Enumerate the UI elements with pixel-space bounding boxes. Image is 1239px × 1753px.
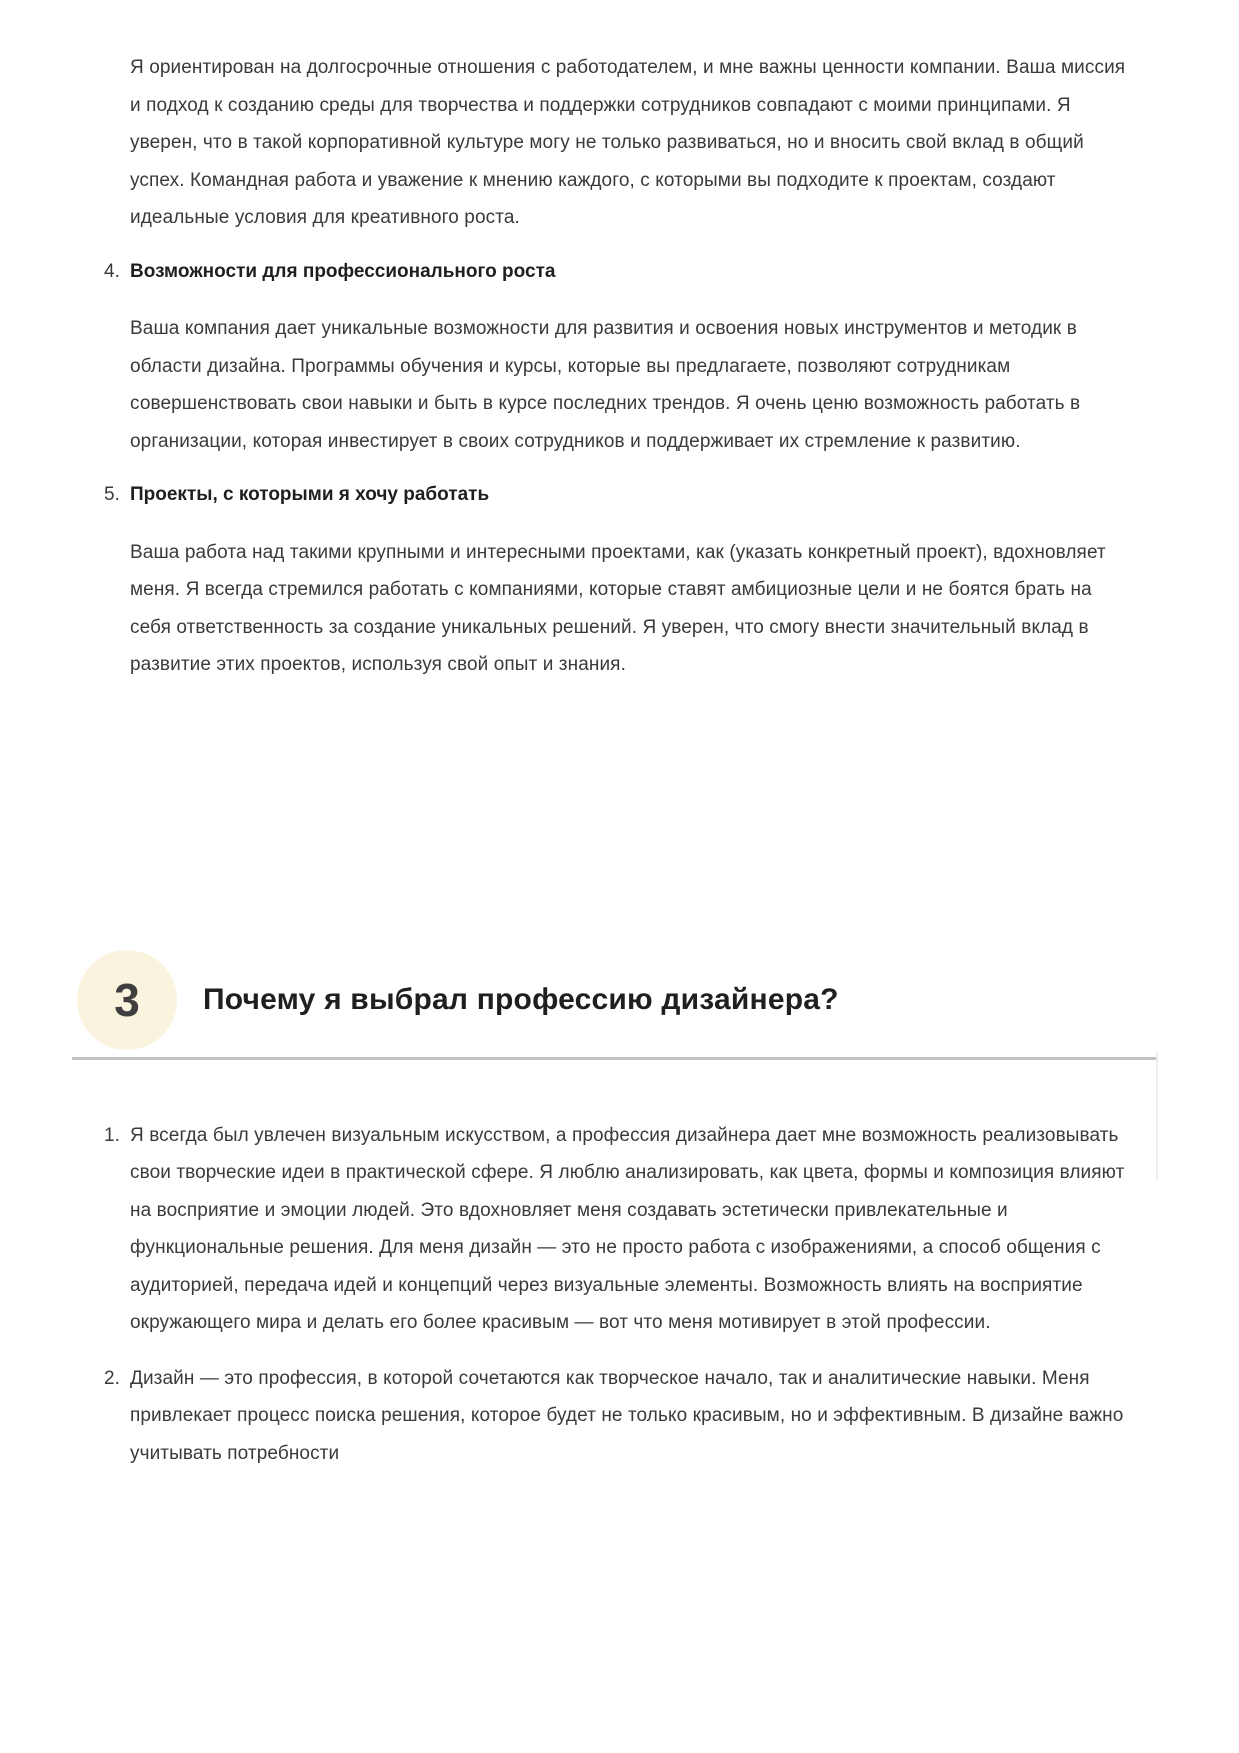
section-title: Почему я выбрал профессию дизайнера? bbox=[203, 982, 839, 1016]
list-item-5-heading bbox=[104, 476, 1135, 514]
list-number-1: 1. bbox=[104, 1124, 120, 1146]
list-item-2 bbox=[104, 1360, 1135, 1473]
section-number-badge: 3 bbox=[77, 950, 177, 1050]
lower-numbered-list bbox=[104, 1117, 1135, 1473]
list-item-4-title: Возможности для профессионального роста bbox=[130, 260, 556, 282]
list-item-4-body: Ваша компания дает уникальные возможности для развития и освоения новых инструментов и методик в области дизайна. Программы обучения и курсы, которые вы предлагаете, позволяют сотрудникам совершенствовать свои навыки и быть в курсе последних трендов. Я очень ценю возможность работать в организации, которая инвестирует в своих сотрудников и поддерживает их стремление к развитию. bbox=[130, 318, 1081, 452]
list-item-1 bbox=[104, 1117, 1135, 1342]
list-item-2-body: Дизайн — это профессия, в которой сочетаются как творческое начало, так и аналитические навыки. Меня привлекает процесс поиска решения, которое будет не только красивым, но и эффективным. В дизайне важно учитывать потребности bbox=[130, 1367, 1124, 1464]
section-header bbox=[77, 950, 1135, 1050]
list-item-5-title: Проекты, с которыми я хочу работать bbox=[130, 484, 490, 505]
page-edge-line bbox=[1156, 1052, 1158, 1180]
list-item-5-body: Ваша работа над такими крупными и интересными проектами, как (указать конкретный проект), вдохновляет меня. Я всегда стремился работать с компаниями, которые ставят амбициозные цели и не боятся брать на себя ответственность за создание уникальных решений. Я уверен, что смогу внести значительный вклад в развитие этих проектов, используя свой опыт и знания. bbox=[130, 541, 1106, 675]
list-number-2: 2. bbox=[104, 1367, 120, 1389]
list-number-5: 5. bbox=[104, 484, 120, 505]
section-divider bbox=[72, 1057, 1156, 1060]
list-number-4: 4. bbox=[104, 260, 120, 282]
paragraph-continuation: Я ориентирован на долгосрочные отношения с работодателем, и мне важны ценности компании. Ваша миссия и подход к созданию среды для творчества и поддержки сотрудников совпадают с моими принципами. Я уверен, что в такой корпоративной культуре могу не только развиваться, но и вносить свой вклад в общий успех. Командная работа и уважение к мнению каждого, с которыми вы подходите к проектам, создают идеальные условия для креативного роста. bbox=[130, 57, 1126, 228]
list-item-4-heading bbox=[104, 253, 1135, 291]
list-item-1-body: Я всегда был увлечен визуальным искусством, а профессия дизайнера дает мне возможность реализовывать свои творческие идеи в практической сфере. Я люблю анализировать, как цвета, формы и композиция влияют на восприятие и эмоции людей. Это вдохновляет меня создавать эстетически привлекательные и функциональные решения. Для меня дизайн — это не просто работа с изображениями, а способ общения с аудиторией, передача идей и концепций через визуальные элементы. Возможность влиять на восприятие окружающего мира и делать его более красивым — вот что меня мотивирует в этой профессии. bbox=[130, 1124, 1125, 1333]
